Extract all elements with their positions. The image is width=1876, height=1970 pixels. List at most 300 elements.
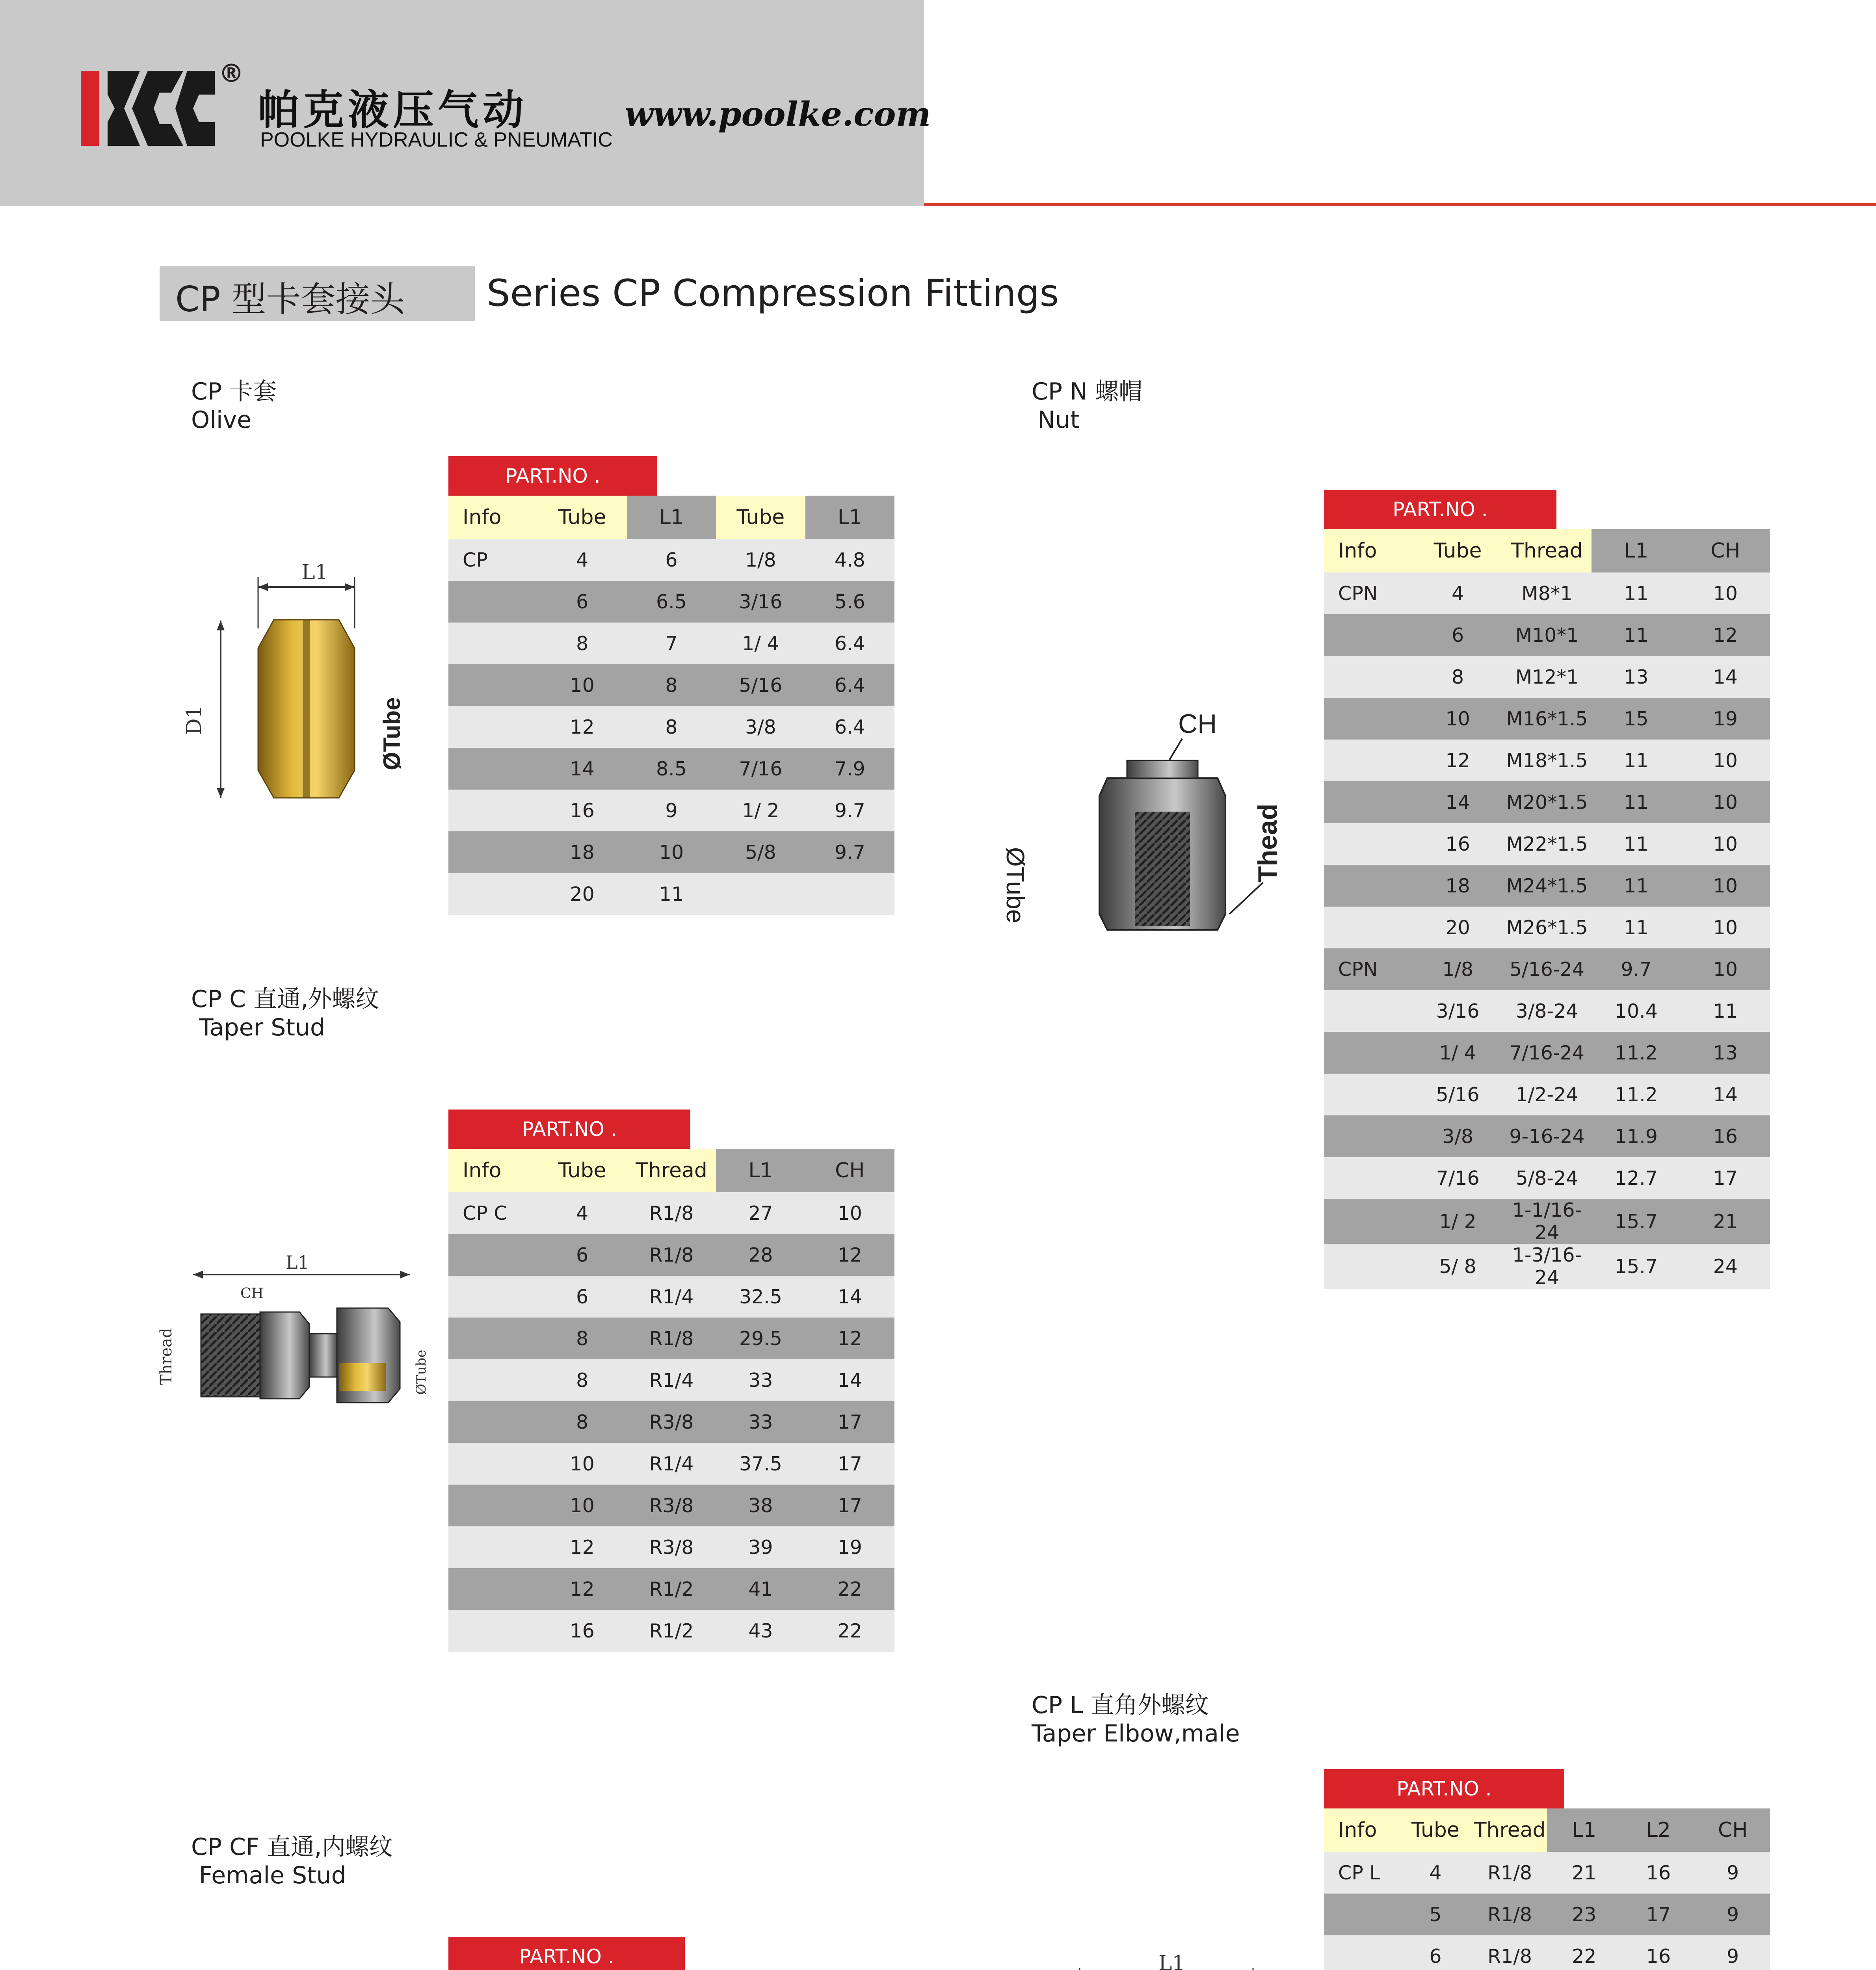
table-cell: 37.5 xyxy=(716,1443,805,1485)
table-cell xyxy=(1324,1157,1413,1199)
table-cell: 15 xyxy=(1592,698,1681,740)
table-cell: 11 xyxy=(627,873,716,915)
table-cell: 11.9 xyxy=(1592,1115,1681,1157)
table-row xyxy=(1324,1852,1770,1894)
table-row xyxy=(1324,656,1770,698)
table-cell: 43 xyxy=(716,1610,805,1652)
table-cell: 6 xyxy=(1413,614,1502,656)
table-cell xyxy=(1324,865,1413,907)
table-cell: CPN xyxy=(1324,572,1413,614)
table-cell: 29.5 xyxy=(716,1318,805,1359)
table-cell: 13 xyxy=(1592,656,1681,698)
table-cell: 3/8 xyxy=(1413,1115,1502,1157)
table-cell: 23 xyxy=(1547,1894,1621,1935)
table-cell: 10 xyxy=(1681,572,1770,614)
nut-drawing xyxy=(1001,693,1300,938)
table-cell: 1/8 xyxy=(716,539,805,581)
table-cell xyxy=(448,831,537,873)
taper-stud-part-no: PART.NO . xyxy=(448,1110,690,1149)
table-cell: 18 xyxy=(537,831,627,873)
table-row xyxy=(448,1443,894,1485)
header-red-rule xyxy=(924,203,1876,206)
taper-elbow-drawing xyxy=(977,1931,1316,1970)
taper-elbow-table xyxy=(1324,1769,1770,1970)
table-cell: 6.4 xyxy=(805,706,894,748)
table-row xyxy=(448,1234,894,1276)
table-cell: 3/8-24 xyxy=(1502,990,1592,1032)
table-cell: 15.7 xyxy=(1592,1199,1681,1244)
table-cell: 10 xyxy=(1681,948,1770,990)
table-cell: R1/4 xyxy=(627,1443,716,1485)
table-cell: 14 xyxy=(1681,656,1770,698)
table-cell: 12 xyxy=(805,1318,894,1359)
table-row xyxy=(448,1610,894,1652)
table-cell: 9.7 xyxy=(805,831,894,873)
registered-mark: ® xyxy=(219,59,244,88)
table-cell: 27 xyxy=(716,1192,805,1234)
table-row xyxy=(1324,990,1770,1032)
taper-elbow-header-tube: Tube xyxy=(1398,1808,1473,1852)
nut-part-no: PART.NO . xyxy=(1324,490,1556,529)
table-cell xyxy=(448,1610,537,1652)
table-cell xyxy=(1324,740,1413,781)
table-cell: 12 xyxy=(537,706,627,748)
table-cell: 19 xyxy=(805,1526,894,1568)
table-cell: M16*1.5 xyxy=(1502,698,1592,740)
table-cell: 12 xyxy=(805,1234,894,1276)
table-cell xyxy=(448,1443,537,1485)
table-cell: 11 xyxy=(1592,865,1681,907)
table-cell: R1/8 xyxy=(627,1318,716,1359)
table-cell xyxy=(1324,823,1413,865)
table-cell: 15.7 xyxy=(1592,1244,1681,1289)
table-row xyxy=(1324,948,1770,990)
taper-stud-thread-label: Thread xyxy=(157,1328,175,1385)
table-row xyxy=(448,1401,894,1443)
table-row xyxy=(1324,572,1770,614)
table-cell: R1/2 xyxy=(627,1568,716,1610)
table-cell: 1/8 xyxy=(1413,948,1502,990)
table-cell: 19 xyxy=(1681,698,1770,740)
table-cell: R1/4 xyxy=(627,1276,716,1318)
table-cell: 14 xyxy=(1413,781,1502,823)
table-row xyxy=(448,873,894,915)
olive-header-tube-inch: Tube xyxy=(716,496,805,539)
table-cell: 33 xyxy=(716,1359,805,1401)
table-row xyxy=(1324,1244,1770,1289)
table-cell: 16 xyxy=(1681,1115,1770,1157)
table-cell: 6.5 xyxy=(627,581,716,623)
taper-elbow-title-cn: CP L 直角外螺纹 xyxy=(1032,1691,1209,1719)
table-cell: 3/16 xyxy=(1413,990,1502,1032)
table-row xyxy=(1324,823,1770,865)
table-cell: R1/8 xyxy=(627,1234,716,1276)
table-cell: 12.7 xyxy=(1592,1157,1681,1199)
taper-stud-table xyxy=(448,1110,894,1652)
table-cell: 16 xyxy=(1621,1935,1696,1970)
table-cell xyxy=(1324,1894,1398,1935)
table-cell: 1-1/16-24 xyxy=(1502,1199,1592,1244)
table-cell: 17 xyxy=(805,1443,894,1485)
olive-table xyxy=(448,456,894,915)
table-cell: 4.8 xyxy=(805,539,894,581)
table-cell: 8 xyxy=(537,1359,627,1401)
table-cell: 21 xyxy=(1681,1199,1770,1244)
table-row xyxy=(1324,614,1770,656)
table-cell: 13 xyxy=(1681,1032,1770,1074)
taper-elbow-header-ch: CH xyxy=(1696,1808,1770,1852)
table-cell: 9.7 xyxy=(1592,948,1681,990)
table-cell: 14 xyxy=(1681,1074,1770,1115)
olive-l1-label: L1 xyxy=(301,561,328,584)
table-cell xyxy=(448,1318,537,1359)
table-cell: 8 xyxy=(537,1401,627,1443)
table-cell: 17 xyxy=(1681,1157,1770,1199)
table-cell: R3/8 xyxy=(627,1401,716,1443)
taper-elbow-header-l1: L1 xyxy=(1547,1808,1621,1852)
table-cell: 18 xyxy=(1413,865,1502,907)
table-cell: 14 xyxy=(805,1359,894,1401)
table-cell: 9 xyxy=(1696,1935,1770,1970)
table-cell: R1/8 xyxy=(1473,1852,1547,1894)
table-cell: 10 xyxy=(1681,823,1770,865)
table-cell: 12 xyxy=(1681,614,1770,656)
taper-stud-ch-label: CH xyxy=(240,1286,264,1302)
table-cell xyxy=(716,873,805,915)
table-cell xyxy=(1324,907,1413,948)
table-cell: 7/16 xyxy=(716,748,805,790)
table-cell: 14 xyxy=(805,1276,894,1318)
table-cell: R1/8 xyxy=(627,1192,716,1234)
table-row xyxy=(1324,1935,1770,1970)
table-cell xyxy=(448,706,537,748)
table-cell: 28 xyxy=(716,1234,805,1276)
olive-title-cn: CP 卡套 xyxy=(191,378,277,405)
table-cell: 21 xyxy=(1547,1852,1621,1894)
taper-stud-tube-label: ØTube xyxy=(413,1349,429,1395)
table-cell: M24*1.5 xyxy=(1502,865,1592,907)
table-cell: R1/2 xyxy=(627,1610,716,1652)
taper-stud-drawing xyxy=(154,1245,441,1426)
nut-section-title xyxy=(1032,377,1142,434)
table-cell: 11 xyxy=(1592,740,1681,781)
table-cell: R3/8 xyxy=(627,1485,716,1526)
nut-header-thread: Thread xyxy=(1502,529,1592,572)
taper-stud-section-title xyxy=(191,985,379,1042)
table-cell: 16 xyxy=(537,1610,627,1652)
table-cell xyxy=(1324,656,1413,698)
table-cell: 8 xyxy=(627,664,716,706)
table-row xyxy=(448,1318,894,1359)
taper-stud-header-thread: Thread xyxy=(627,1149,716,1192)
table-cell xyxy=(448,1234,537,1276)
taper-elbow-header-thread: Thread xyxy=(1473,1808,1547,1852)
table-cell: 9.7 xyxy=(805,790,894,831)
table-cell: 3/8 xyxy=(716,706,805,748)
table-cell: 12 xyxy=(537,1568,627,1610)
table-cell xyxy=(448,664,537,706)
nut-thread-label: Thead xyxy=(1253,803,1283,883)
table-cell: 10 xyxy=(805,1192,894,1234)
nut-header-ch: CH xyxy=(1681,529,1770,572)
table-cell xyxy=(448,1401,537,1443)
table-cell xyxy=(1324,1032,1413,1074)
table-row xyxy=(1324,698,1770,740)
table-row xyxy=(448,790,894,831)
table-row xyxy=(448,748,894,790)
table-cell: 1/ 4 xyxy=(716,623,805,664)
table-row xyxy=(448,831,894,873)
table-cell: 12 xyxy=(1413,740,1502,781)
table-cell: 8 xyxy=(537,623,627,664)
table-cell xyxy=(448,1485,537,1526)
table-cell: 8.5 xyxy=(627,748,716,790)
table-cell: 6.4 xyxy=(805,664,894,706)
page-title-en: Series CP Compression Fittings xyxy=(487,272,1059,315)
table-row xyxy=(1324,781,1770,823)
nut-title-cn: CP N 螺帽 xyxy=(1032,378,1143,405)
table-cell: R1/4 xyxy=(627,1359,716,1401)
table-cell: 32.5 xyxy=(716,1276,805,1318)
taper-elbow-header-info: Info xyxy=(1324,1808,1398,1852)
table-cell: 17 xyxy=(805,1401,894,1443)
table-row xyxy=(448,1485,894,1526)
olive-tube-label: ØTube xyxy=(379,697,405,770)
table-cell: 10 xyxy=(537,1485,627,1526)
table-cell: 22 xyxy=(1547,1935,1621,1970)
table-cell: 38 xyxy=(716,1485,805,1526)
table-row xyxy=(448,623,894,664)
table-cell: 5/8-24 xyxy=(1502,1157,1592,1199)
table-cell: 11 xyxy=(1592,614,1681,656)
table-cell: 11 xyxy=(1592,781,1681,823)
table-cell xyxy=(448,1359,537,1401)
table-cell: 1/ 2 xyxy=(716,790,805,831)
nut-header-tube: Tube xyxy=(1413,529,1502,572)
table-cell xyxy=(448,873,537,915)
taper-stud-title-cn: CP C 直通,外螺纹 xyxy=(191,985,379,1013)
female-stud-title-cn: CP CF 直通,内螺纹 xyxy=(191,1833,393,1861)
table-cell: 5.6 xyxy=(805,581,894,623)
table-cell: M8*1 xyxy=(1502,572,1592,614)
female-stud-table xyxy=(448,1937,894,1970)
taper-elbow-title-en: Taper Elbow,male xyxy=(1032,1720,1240,1747)
female-stud-part-no: PART.NO . xyxy=(448,1937,685,1970)
table-cell: 1/ 2 xyxy=(1413,1199,1502,1244)
table-cell: 16 xyxy=(537,790,627,831)
table-cell: 10.4 xyxy=(1592,990,1681,1032)
taper-elbow-part-no: PART.NO . xyxy=(1324,1769,1564,1808)
table-cell xyxy=(1324,614,1413,656)
logo-mark xyxy=(81,71,215,146)
table-cell: 10 xyxy=(537,664,627,706)
table-cell: M22*1.5 xyxy=(1502,823,1592,865)
table-row xyxy=(1324,907,1770,948)
table-row xyxy=(448,539,894,581)
table-cell: 1-3/16-24 xyxy=(1502,1244,1592,1289)
table-cell xyxy=(448,1276,537,1318)
table-row xyxy=(448,664,894,706)
table-cell: M20*1.5 xyxy=(1502,781,1592,823)
olive-drawing xyxy=(177,550,422,818)
olive-header-l1: L1 xyxy=(627,496,716,539)
table-cell: 14 xyxy=(537,748,627,790)
table-cell: 39 xyxy=(716,1526,805,1568)
table-row xyxy=(1324,865,1770,907)
website-link[interactable]: www.poolke.com xyxy=(625,95,931,134)
table-row xyxy=(448,706,894,748)
table-cell xyxy=(1324,1115,1413,1157)
table-cell: 16 xyxy=(1413,823,1502,865)
table-cell: 17 xyxy=(805,1485,894,1526)
table-cell: 17 xyxy=(1621,1894,1696,1935)
table-cell xyxy=(448,790,537,831)
table-cell: 6.4 xyxy=(805,623,894,664)
olive-title-en: Olive xyxy=(191,406,251,434)
table-cell: 3/16 xyxy=(716,581,805,623)
taper-stud-l1-label: L1 xyxy=(286,1252,309,1273)
table-cell: 12 xyxy=(537,1526,627,1568)
table-cell: 16 xyxy=(1621,1852,1696,1894)
olive-section-title xyxy=(191,377,277,434)
table-row xyxy=(1324,1157,1770,1199)
table-cell: 5/ 8 xyxy=(1413,1244,1502,1289)
table-cell: 11.2 xyxy=(1592,1074,1681,1115)
taper-elbow-l1-label: L1 xyxy=(1158,1951,1185,1970)
table-cell: 22 xyxy=(805,1568,894,1610)
female-stud-section-title xyxy=(191,1833,393,1890)
table-row xyxy=(448,1276,894,1318)
table-cell: R1/8 xyxy=(1473,1894,1547,1935)
taper-stud-header-info: Info xyxy=(448,1149,537,1192)
table-cell: 7.9 xyxy=(805,748,894,790)
table-cell: 5/16-24 xyxy=(1502,948,1592,990)
table-row xyxy=(1324,1894,1770,1935)
table-cell: 11 xyxy=(1592,572,1681,614)
table-cell xyxy=(448,581,537,623)
table-cell: 4 xyxy=(1398,1852,1473,1894)
nut-ch-label: CH xyxy=(1178,709,1217,739)
table-cell: 5 xyxy=(1398,1894,1473,1935)
table-cell xyxy=(448,1526,537,1568)
table-cell xyxy=(1324,1244,1413,1289)
taper-elbow-header-l2: L2 xyxy=(1621,1808,1696,1852)
page-title-cn: CP 型卡套接头 xyxy=(175,279,405,320)
table-cell: 11.2 xyxy=(1592,1032,1681,1074)
table-cell: 24 xyxy=(1681,1244,1770,1289)
table-row xyxy=(1324,1032,1770,1074)
table-cell: 10 xyxy=(1413,698,1502,740)
table-cell: M26*1.5 xyxy=(1502,907,1592,948)
table-cell: 7/16-24 xyxy=(1502,1032,1592,1074)
company-name-en: POOLKE HYDRAULIC & PNEUMATIC xyxy=(260,128,613,151)
female-stud-title-en: Female Stud xyxy=(199,1862,346,1889)
nut-tube-label: ØTube xyxy=(1001,847,1030,924)
table-cell: M18*1.5 xyxy=(1502,740,1592,781)
table-cell xyxy=(1324,1935,1398,1970)
table-cell: 5/16 xyxy=(716,664,805,706)
table-cell: 7 xyxy=(627,623,716,664)
table-cell: 5/8 xyxy=(716,831,805,873)
table-row xyxy=(448,1192,894,1234)
table-row xyxy=(448,1526,894,1568)
table-cell: 5/16 xyxy=(1413,1074,1502,1115)
table-cell: R1/8 xyxy=(1473,1935,1547,1970)
table-cell xyxy=(448,623,537,664)
table-cell: 8 xyxy=(537,1318,627,1359)
table-cell: CP L xyxy=(1324,1852,1398,1894)
table-cell: 10 xyxy=(1681,781,1770,823)
table-cell: M10*1 xyxy=(1502,614,1592,656)
nut-table xyxy=(1324,490,1770,1289)
table-cell: 6 xyxy=(537,581,627,623)
table-cell: 7/16 xyxy=(1413,1157,1502,1199)
table-cell: 4 xyxy=(1413,572,1502,614)
table-cell: M12*1 xyxy=(1502,656,1592,698)
table-cell: 9 xyxy=(1696,1852,1770,1894)
table-cell xyxy=(1324,698,1413,740)
taper-elbow-section-title xyxy=(1032,1691,1240,1748)
table-cell: CP C xyxy=(448,1192,537,1234)
table-cell: 9 xyxy=(627,790,716,831)
table-cell: 11 xyxy=(1681,990,1770,1032)
table-cell: 4 xyxy=(537,539,627,581)
table-cell: 8 xyxy=(627,706,716,748)
table-cell: 10 xyxy=(537,1443,627,1485)
table-row xyxy=(1324,1199,1770,1244)
olive-header-info: Info xyxy=(448,496,537,539)
table-cell: 6 xyxy=(537,1234,627,1276)
table-cell: 33 xyxy=(716,1401,805,1443)
table-row xyxy=(448,1568,894,1610)
olive-header-tube: Tube xyxy=(537,496,627,539)
table-cell: 6 xyxy=(627,539,716,581)
company-name-cn: 帕克液压气动 xyxy=(258,86,528,134)
table-cell: CPN xyxy=(1324,948,1413,990)
taper-stud-header-l1: L1 xyxy=(716,1149,805,1192)
table-cell: 22 xyxy=(805,1610,894,1652)
table-cell: 1/2-24 xyxy=(1502,1074,1592,1115)
olive-header-l1-inch: L1 xyxy=(805,496,894,539)
table-cell: 20 xyxy=(537,873,627,915)
table-cell: 6 xyxy=(537,1276,627,1318)
table-cell: 10 xyxy=(1681,907,1770,948)
table-cell xyxy=(1324,990,1413,1032)
nut-header-l1: L1 xyxy=(1592,529,1681,572)
table-cell xyxy=(1324,1074,1413,1115)
table-cell: 8 xyxy=(1413,656,1502,698)
table-cell: 41 xyxy=(716,1568,805,1610)
taper-stud-header-ch: CH xyxy=(805,1149,894,1192)
taper-stud-title-en: Taper Stud xyxy=(199,1014,325,1041)
table-cell: 20 xyxy=(1413,907,1502,948)
table-cell: 10 xyxy=(1681,865,1770,907)
table-cell: R3/8 xyxy=(627,1526,716,1568)
table-row xyxy=(448,1359,894,1401)
table-cell xyxy=(448,748,537,790)
nut-title-en: Nut xyxy=(1037,406,1080,434)
table-row xyxy=(448,581,894,623)
table-cell: 6 xyxy=(1398,1935,1473,1970)
table-cell: 11 xyxy=(1592,823,1681,865)
nut-header-info: Info xyxy=(1324,529,1413,572)
table-cell: CP xyxy=(448,539,537,581)
table-cell xyxy=(805,873,894,915)
olive-part-no: PART.NO . xyxy=(448,456,657,496)
table-cell: 10 xyxy=(1681,740,1770,781)
taper-stud-header-tube: Tube xyxy=(537,1149,627,1192)
table-cell: 9 xyxy=(1696,1894,1770,1935)
